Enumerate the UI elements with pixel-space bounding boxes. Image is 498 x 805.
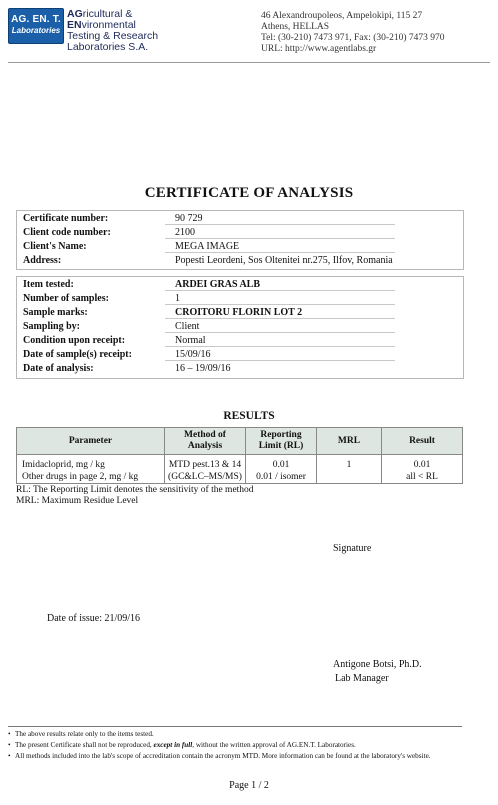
info-value: 1 [175, 293, 180, 304]
note-rl: RL: The Reporting Limit denotes the sensitivity of the method [16, 485, 254, 495]
info-row [23, 213, 203, 224]
value-underline [165, 238, 395, 239]
lab-name-line: AGricultural & [67, 8, 133, 20]
signer-block [333, 658, 422, 686]
table-cell: 0.01 [382, 455, 463, 472]
column-header-result: Result [382, 428, 463, 455]
page-number: Page 1 / 2 [229, 780, 269, 791]
table-cell: 1 [317, 455, 382, 472]
value-underline [165, 332, 395, 333]
table-cell: 0.01 [246, 455, 317, 472]
client-info-box [16, 210, 464, 270]
results-header-row [17, 428, 463, 455]
info-row [23, 307, 303, 318]
signer-name: Antigone Botsi, Ph.D. [333, 659, 422, 670]
table-row [17, 471, 463, 484]
info-label: Client code number: [23, 227, 111, 238]
info-row [23, 279, 261, 290]
info-label: Client's Name: [23, 241, 87, 252]
note-mrl: MRL: Maximum Residue Level [16, 496, 139, 506]
value-underline [165, 252, 395, 253]
value-underline [165, 346, 395, 347]
info-value: 90 729 [175, 213, 203, 224]
address-line: URL: http://www.agentlabs.gr [261, 44, 377, 54]
table-cell: Other drugs in page 2, mg / kg [17, 471, 165, 484]
column-header-method: Method of Analysis [165, 428, 246, 455]
info-row [23, 255, 393, 266]
info-row [23, 335, 206, 346]
value-underline [165, 318, 395, 319]
logo-line-1: AG. EN. T. [11, 14, 61, 25]
info-label: Sampling by: [23, 321, 80, 332]
bullet-icon: • [8, 741, 11, 749]
info-label: Item tested: [23, 279, 74, 290]
logo-line-2: Laboratories [11, 26, 61, 35]
info-value: MEGA IMAGE [175, 241, 240, 252]
info-label: Date of sample(s) receipt: [23, 349, 132, 360]
signature-label: Signature [333, 543, 372, 554]
info-value: Popesti Leordeni, Sos Oltenitei nr.275, Ilfov, Romania [175, 255, 393, 266]
value-underline [165, 304, 395, 305]
bullet-icon: • [8, 730, 11, 738]
info-value: Client [175, 321, 200, 332]
footer-note: • The present Certificate shall not be reproduced, except in full, without the written approval of AG.EN.T. Laboratories. [8, 741, 356, 749]
info-row [23, 227, 195, 238]
info-value: 2100 [175, 227, 195, 238]
signer-role: Lab Manager [335, 673, 389, 684]
info-row [23, 349, 211, 360]
info-label: Sample marks: [23, 307, 88, 318]
table-cell: MTD pest.13 & 14 [165, 455, 246, 472]
table-row [17, 455, 463, 472]
sample-info-box [16, 276, 464, 379]
info-value: 16 – 19/09/16 [175, 363, 231, 374]
info-row [23, 321, 200, 332]
info-label: Date of analysis: [23, 363, 94, 374]
lab-name-line: Laboratories S.A. [67, 41, 149, 53]
info-label: Address: [23, 255, 62, 266]
info-value: ARDEI GRAS ALB [175, 279, 261, 290]
table-cell: all < RL [382, 471, 463, 484]
value-underline [165, 224, 395, 225]
footer-note: • All methods included into the lab's scope of accreditation contain the acronym MTD. More information can be found at the laboratory's website. [8, 752, 431, 760]
document-title: CERTIFICATE OF ANALYSIS [144, 185, 354, 201]
lab-name-line: Testing & Research [67, 30, 159, 42]
address-line: 46 Alexandroupoleos, Ampelokipi, 115 27 [261, 11, 423, 21]
results-title: RESULTS [223, 410, 275, 422]
table-cell [317, 471, 382, 484]
address-line: Tel: (30-210) 7473 971, Fax: (30-210) 7473 970 [261, 33, 445, 43]
header-divider [8, 62, 490, 63]
value-underline [165, 360, 395, 361]
info-label: Certificate number: [23, 213, 109, 224]
table-cell: 0.01 / isomer [246, 471, 317, 484]
address-line: Athens, HELLAS [261, 22, 330, 32]
table-cell: (GC&LC–MS/MS) [165, 471, 246, 484]
info-value: CROITORU FLORIN LOT 2 [175, 307, 303, 318]
column-header-parameter: Parameter [17, 428, 165, 455]
bullet-icon: • [8, 752, 11, 760]
info-label: Number of samples: [23, 293, 109, 304]
lab-logo [8, 8, 64, 44]
info-row [23, 363, 231, 374]
lab-name [67, 9, 158, 53]
lab-name-line: ENvironmental [67, 19, 136, 31]
results-table [16, 427, 463, 484]
column-header-mrl: MRL [317, 428, 382, 455]
table-cell: Imidacloprid, mg / kg [17, 455, 165, 472]
info-row [23, 293, 180, 304]
info-row [23, 241, 240, 252]
footer-divider [8, 726, 462, 727]
column-header-reporting-limit: Reporting Limit (RL) [246, 428, 317, 455]
info-value: 15/09/16 [175, 349, 211, 360]
footer-note: • The above results relate only to the items tested. [8, 730, 154, 738]
info-value: Normal [175, 335, 206, 346]
date-of-issue: Date of issue: 21/09/16 [47, 613, 141, 624]
info-label: Condition upon receipt: [23, 335, 126, 346]
lab-address [261, 11, 445, 55]
value-underline [165, 290, 395, 291]
